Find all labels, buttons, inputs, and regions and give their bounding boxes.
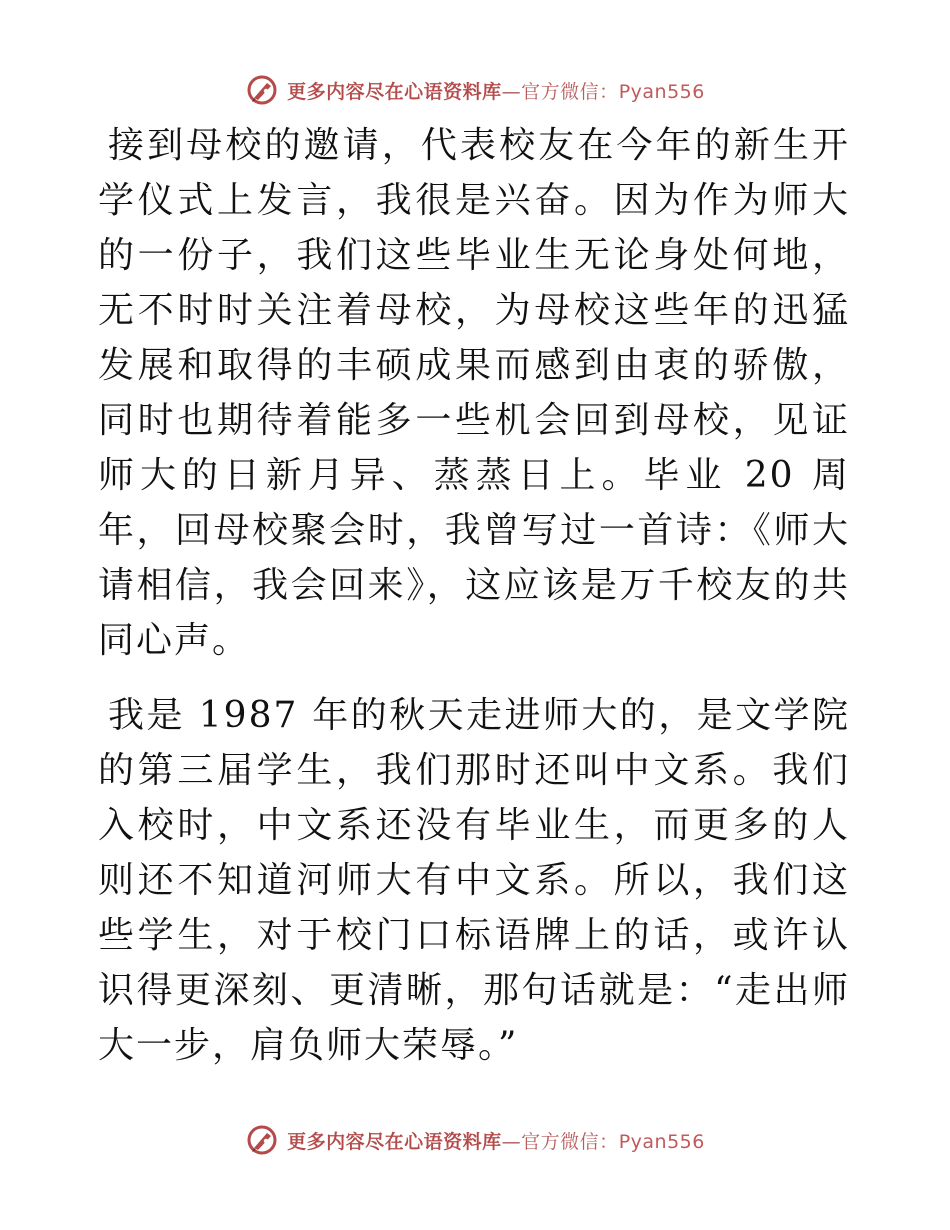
footer-banner: [0, 1120, 950, 1160]
paragraph-2: 我是 1987 年的秋天走进师大的，是文学院的第三届学生，我们那时还叫中文系。我们入校时，中文系还没有毕业生，而更多的人则还不知道河师大有中文系。所以，我们这些学生，对于校门口标语牌上的话，或许认识得更深刻、更清晰，那句话就是：“走出师大一步，肩负师大荣辱。”: [98, 695, 850, 1066]
header-banner: [0, 70, 950, 110]
footer-banner-dash: —: [501, 1130, 522, 1153]
paragraph-1: 接到母校的邀请，代表校友在今年的新生开学仪式上发言，我很是兴奋。因为作为师大的一份子，我们这些毕业生无论身处何地，无不时时关注着母校，为母校这些年的迅猛发展和取得的丰硕成果而感到由衷的骄傲，同时也期待着能多一些机会回到母校，见证师大的日新月异、蒸蒸日上。毕业 20 周年，回母校聚会时，我曾写过一首诗：《师大请相信，我会回来》，这应该是万千校友的共同心声。: [98, 125, 850, 661]
header-banner-dash: —: [501, 80, 522, 103]
header-banner-official: 官方微信：: [521, 80, 619, 103]
header-banner-main: 更多内容尽在心语资料库: [287, 80, 502, 103]
pen-circle-logo-icon: [245, 73, 279, 107]
header-banner-text: [287, 77, 705, 104]
header-banner-handle: Pyan556: [618, 80, 705, 103]
footer-banner-official: 官方微信：: [521, 1130, 619, 1153]
pen-circle-logo-icon: [245, 1123, 279, 1157]
document-body: [98, 118, 850, 1093]
footer-banner-main: 更多内容尽在心语资料库: [287, 1130, 502, 1153]
footer-banner-handle: Pyan556: [618, 1130, 705, 1153]
footer-banner-text: [287, 1127, 705, 1154]
